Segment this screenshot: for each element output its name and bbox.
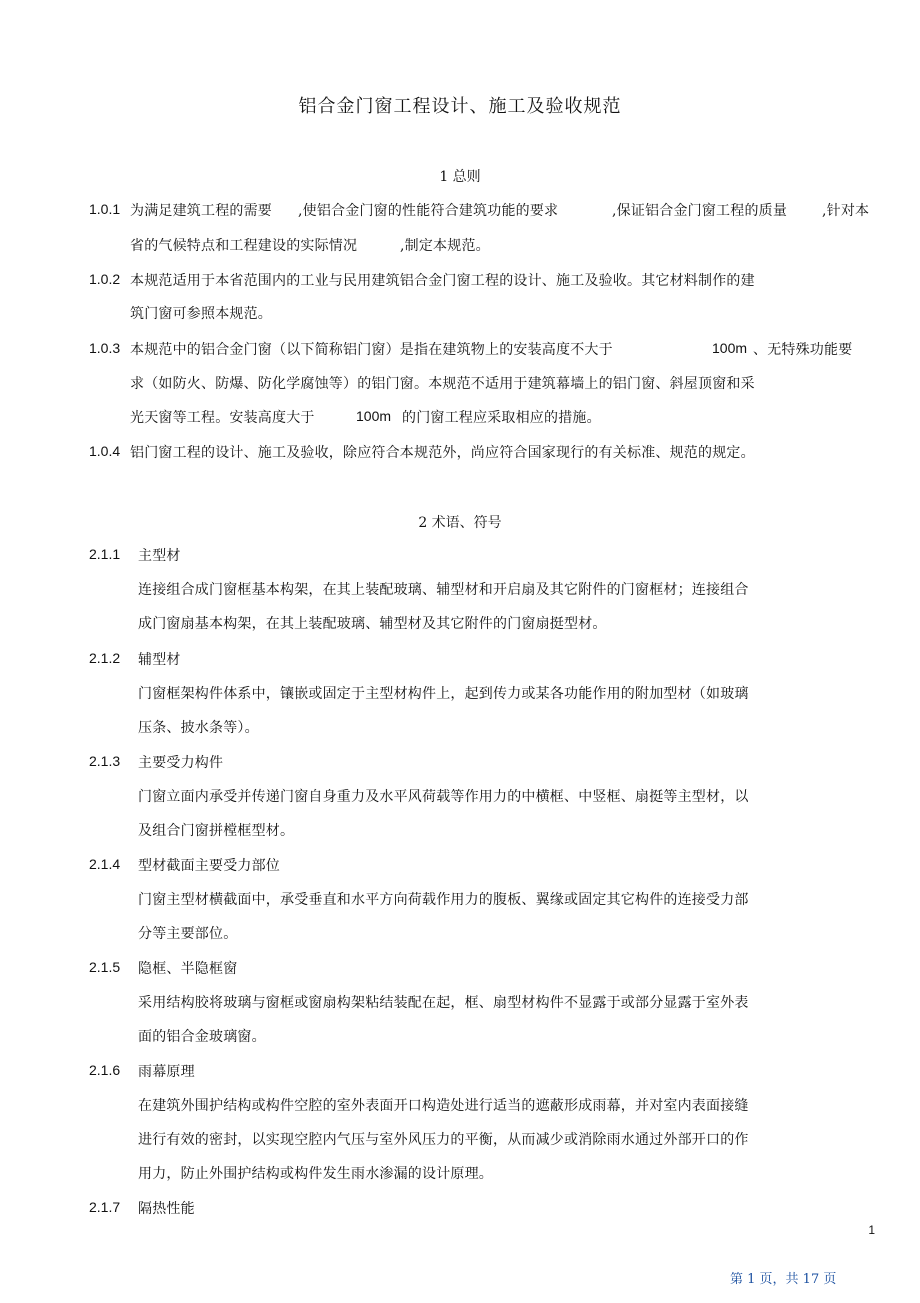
clause-text: 筑门窗可参照本规范。: [130, 306, 272, 322]
term-definition: 面的铝合金玻璃窗。: [138, 1029, 266, 1045]
term-name: 雨幕原理: [138, 1064, 195, 1080]
clause-number: 1.0.1: [89, 201, 121, 217]
term-definition: 门窗框架构件体系中，镶嵌或固定于主型材构件上，起到传力或某各功能作用的附加型材（如玻璃: [138, 686, 749, 702]
clause-text: 的门窗工程应采取相应的措施。: [402, 410, 601, 426]
term-name: 主型材: [138, 548, 181, 564]
term-definition: 成门窗扇基本构架，在其上装配玻璃、辅型材及其它附件的门窗扇挺型材。: [138, 616, 607, 632]
clause-text: 本规范适用于本省范围内的工业与民用建筑铝合金门窗工程的设计、施工及验收。其它材料制作的建: [130, 273, 755, 289]
clause-text: 省的气候特点和工程建设的实际情况: [130, 238, 358, 254]
term-definition: 连接组合成门窗框基本构架，在其上装配玻璃、辅型材和开启扇及其它附件的门窗框材；连接组合: [138, 582, 749, 598]
clause-text: 为满足建筑工程的需要: [130, 203, 272, 219]
clause-number: 1.0.4: [89, 443, 121, 459]
term-name: 隐框、半隐框窗: [138, 961, 238, 977]
clause-text: 铝门窗工程的设计、施工及验收，除应符合本规范外，尚应符合国家现行的有关标准、规范的规定。: [130, 445, 755, 461]
term-definition: 采用结构胶将玻璃与窗框或窗扇构架粘结装配在起，框、扇型材构件不显露于或部分显露于室外表: [138, 995, 749, 1011]
term-definition: 进行有效的密封，以实现空腔内气压与室外风压力的平衡，从而减少或消除雨水通过外部开口的作: [138, 1132, 749, 1148]
page-number: 1: [868, 1223, 875, 1237]
clause-number: 2.1.3: [89, 753, 121, 769]
clause-text: 光天窗等工程。安装高度大于: [130, 410, 315, 426]
clause-text: 100m: [712, 340, 748, 356]
clause-text: ,保证铝合金门窗工程的质量: [612, 203, 788, 219]
term-name: 隔热性能: [138, 1201, 195, 1217]
clause-text: ,针对本: [822, 203, 870, 219]
clause-text: 本规范中的铝合金门窗（以下简称铝门窗）是指在建筑物上的安装高度不大于: [130, 342, 613, 358]
clause-text: ,使铝合金门窗的性能符合建筑功能的要求: [298, 203, 559, 219]
clause-number: 1.0.3: [89, 340, 121, 356]
term-name: 辅型材: [138, 652, 181, 668]
term-definition: 门窗立面内承受并传递门窗自身重力及水平风荷载等作用力的中横框、中竖框、扇挺等主型材，以: [138, 789, 749, 805]
term-definition: 在建筑外围护结构或构件空腔的室外表面开口构造处进行适当的遮蔽形成雨幕，并对室内表面接缝: [138, 1098, 749, 1114]
term-definition: 压条、披水条等）。: [138, 720, 259, 736]
clause-text: 求（如防火、防爆、防化学腐蚀等）的铝门窗。本规范不适用于建筑幕墙上的铝门窗、斜屋顶窗和采: [130, 376, 755, 392]
term-definition: 用力，防止外围护结构或构件发生雨水渗漏的设计原理。: [138, 1166, 493, 1182]
term-name: 型材截面主要受力部位: [138, 858, 280, 874]
chapter-1-heading: 1 总则: [439, 169, 481, 185]
page-footer: 第 1 页，共 17 页: [730, 1272, 837, 1287]
term-definition: 门窗主型材横截面中，承受垂直和水平方向荷载作用力的腹板、翼缘或固定其它构件的连接受力部: [138, 892, 749, 908]
term-definition: 分等主要部位。: [138, 926, 238, 942]
clause-number: 2.1.1: [89, 546, 121, 562]
clause-number: 2.1.2: [89, 650, 121, 666]
document-title: 铝合金门窗工程设计、施工及验收规范: [298, 96, 622, 117]
clause-number: 2.1.4: [89, 856, 121, 872]
term-name: 主要受力构件: [138, 755, 224, 771]
clause-text: 100m: [356, 408, 392, 424]
clause-number: 1.0.2: [89, 271, 121, 287]
clause-text: 、无特殊功能要: [753, 342, 853, 358]
chapter-2-heading: 2 术语、符号: [418, 515, 502, 531]
term-definition: 及组合门窗拼樘框型材。: [138, 823, 295, 839]
clause-number: 2.1.5: [89, 959, 121, 975]
clause-number: 2.1.6: [89, 1062, 121, 1078]
clause-number: 2.1.7: [89, 1199, 121, 1215]
clause-text: ,制定本规范。: [400, 238, 490, 254]
